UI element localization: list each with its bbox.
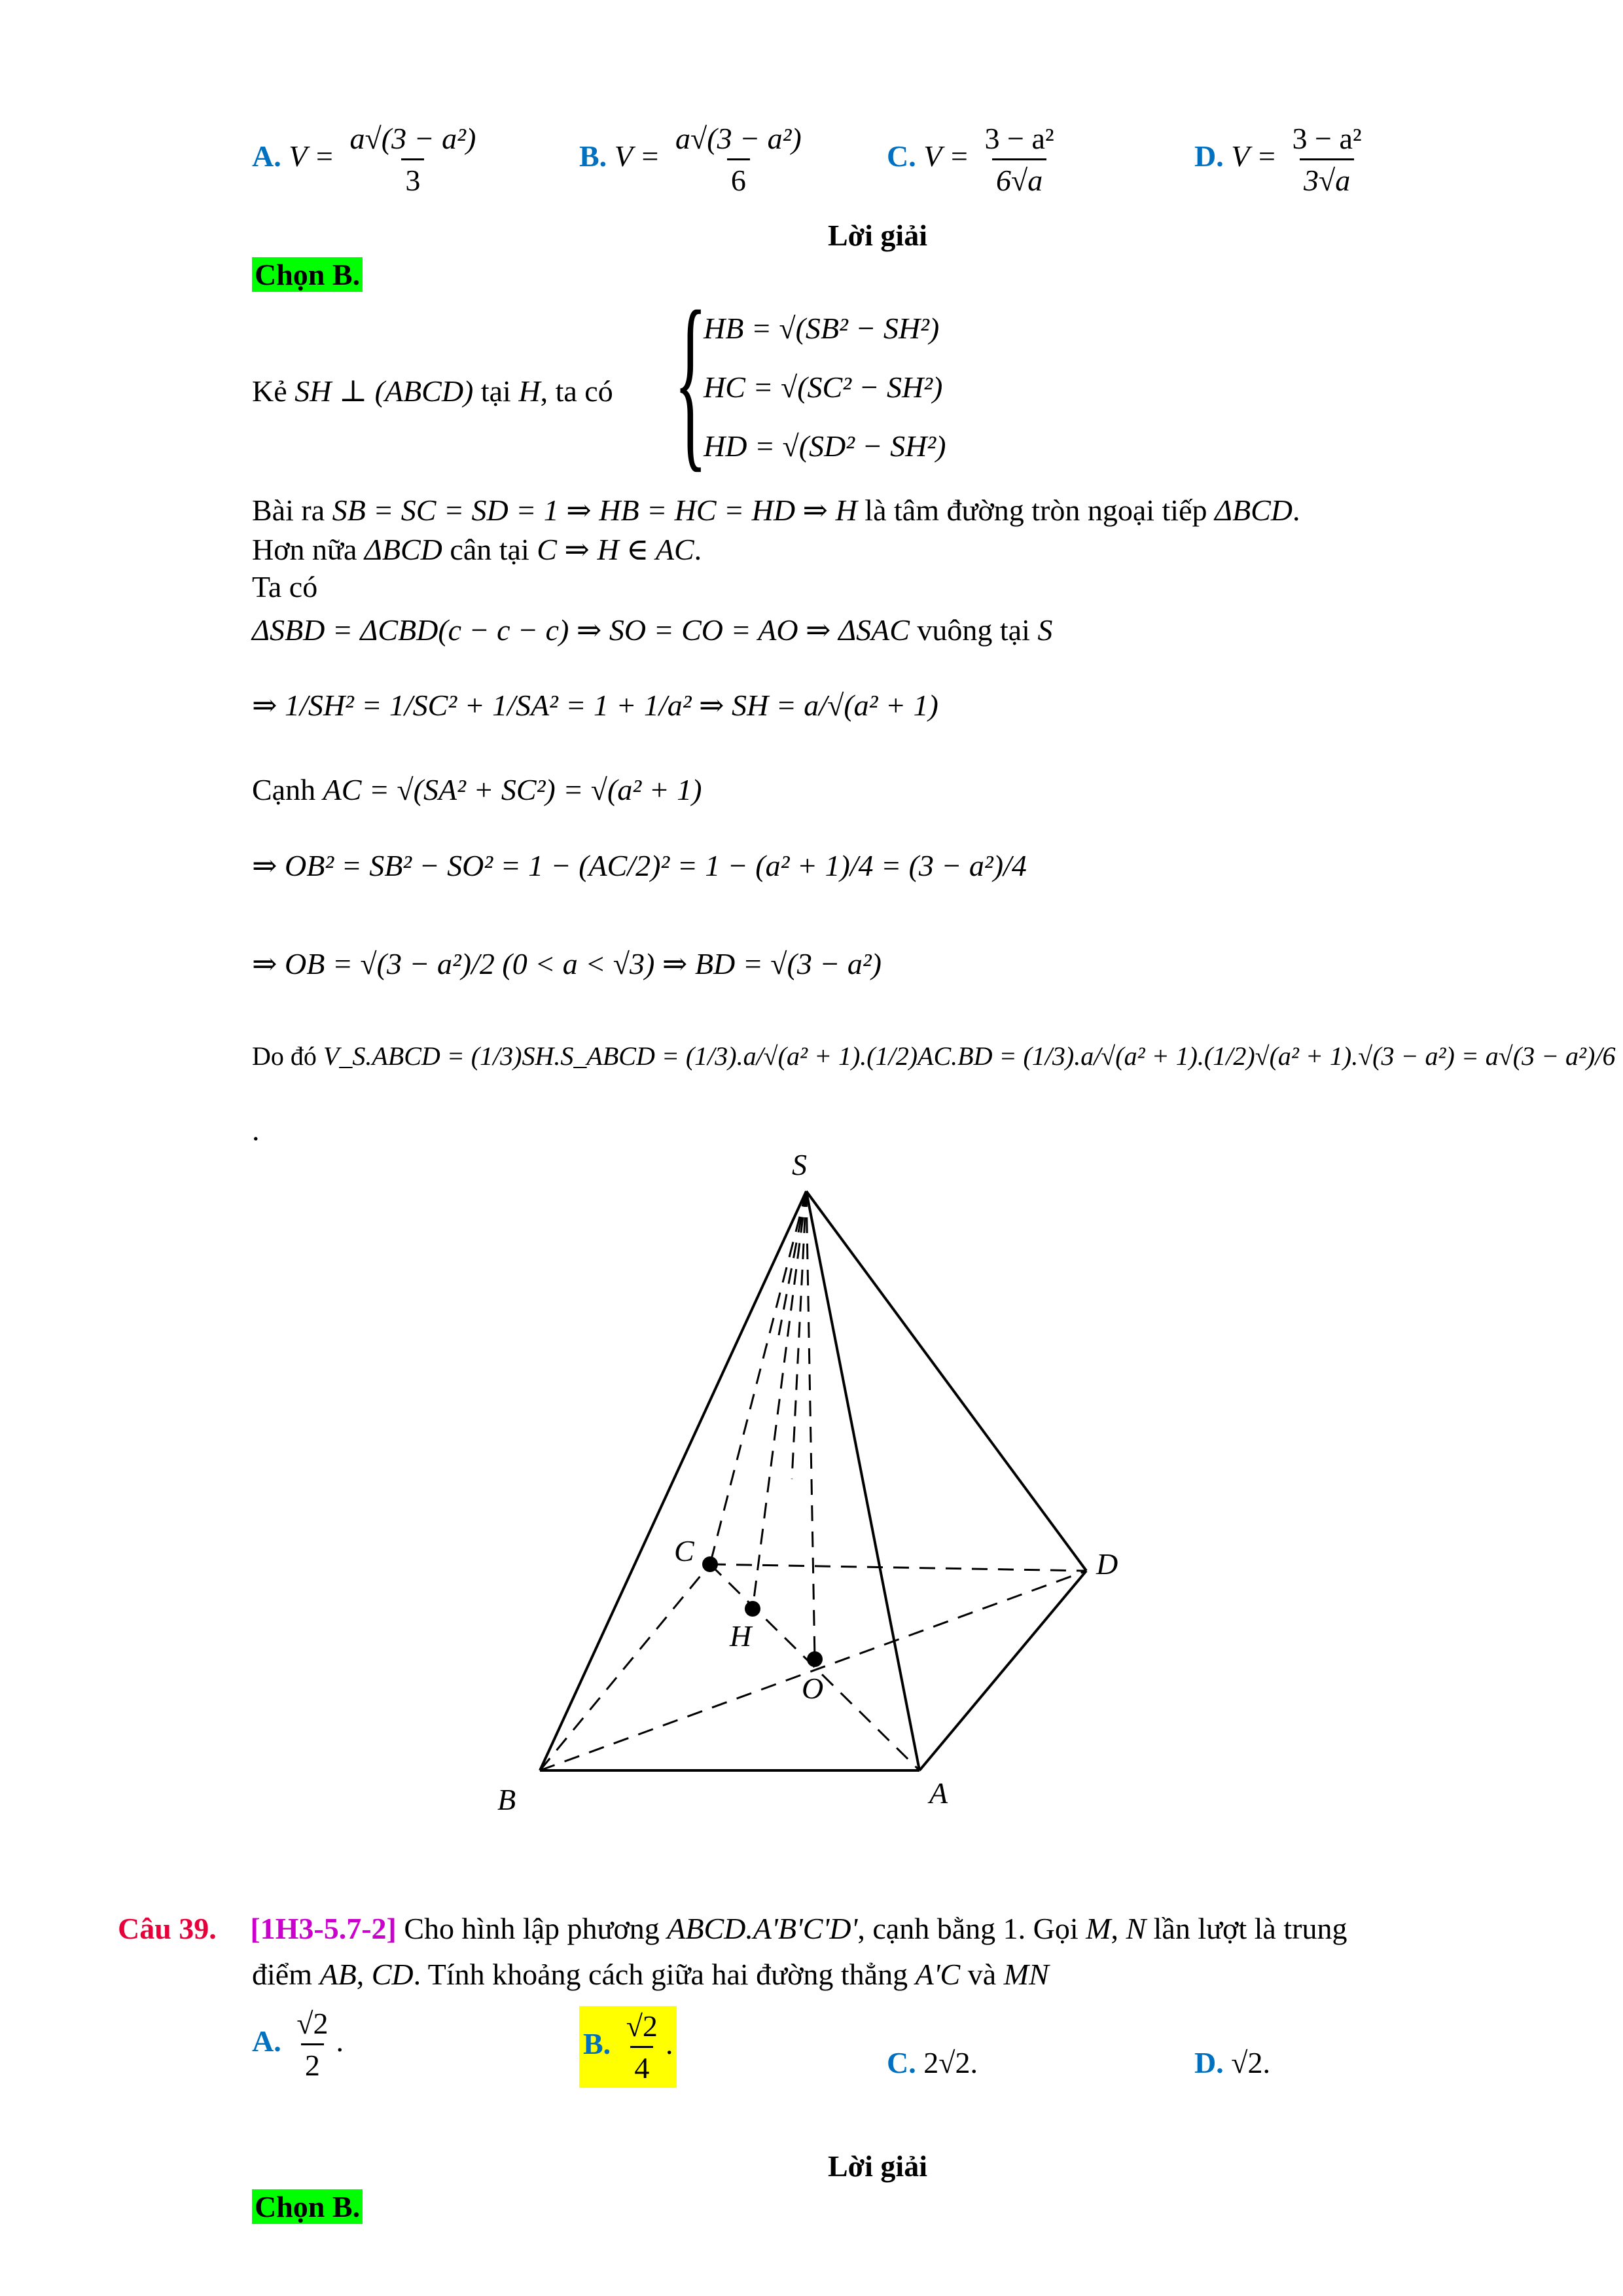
option-value: √2. (1231, 2046, 1270, 2079)
q39-option-c (887, 2045, 978, 2080)
numerator: a√(3 − a²) (675, 122, 802, 155)
line-sh (753, 1191, 806, 1609)
option-label: D. (1194, 139, 1224, 173)
q38-option-a (252, 121, 484, 198)
system-eq-1: HB = √(SB² − SH²) (704, 312, 940, 345)
option-fraction (293, 2006, 332, 2083)
q38-option-b (579, 121, 810, 198)
solution-heading-2: Lời giải (828, 2149, 927, 2183)
label-s: S (792, 1148, 807, 1181)
question-number: Câu 39. (118, 1912, 217, 1945)
line-ta-co: Ta có (252, 570, 318, 603)
edge-sb (540, 1191, 806, 1770)
math: C ⇒ H ∈ AC (537, 533, 694, 566)
line-ob: ⇒ OB = √(3 − a²)/2 (0 < a < √3) ⇒ BD = √(3 − a²) (252, 947, 882, 980)
text: lần lượt là trung (1153, 1912, 1347, 1945)
option-label: B. (583, 2027, 611, 2061)
point-c (702, 1556, 718, 1572)
option-fraction (346, 121, 480, 198)
ke-line (252, 373, 613, 408)
math: A'C (915, 1958, 961, 1991)
math: S (1037, 613, 1053, 647)
math: ΔBCD (1215, 493, 1293, 527)
system-eq-2: HC = √(SC² − SH²) (704, 370, 943, 404)
label-d: D (1096, 1547, 1118, 1581)
option-lhs: V = (614, 139, 660, 173)
numerator: √2 (626, 2009, 658, 2043)
system-eq-3: HD = √(SD² − SH²) (704, 429, 946, 463)
ke-math: SH ⊥ (ABCD) (294, 374, 474, 408)
option-label: A. (252, 2024, 281, 2058)
option-fraction (622, 2009, 662, 2085)
edge-ad (919, 1571, 1086, 1770)
option-lhs: V = (1231, 139, 1277, 173)
stray-dot: . (252, 1113, 260, 1147)
ke-prefix: Kẻ (252, 374, 287, 408)
point-o (807, 1651, 823, 1667)
denominator: 3√a (1300, 158, 1354, 198)
denominator: 3 (401, 158, 424, 198)
dot: . (1293, 493, 1300, 527)
math: ΔBCD (364, 533, 442, 566)
chosen-answer: Chọn B. (252, 257, 363, 292)
numerator: √2 (296, 2007, 329, 2040)
math: MN (1003, 1958, 1049, 1991)
text: Cạnh (252, 773, 316, 806)
label-c: C (674, 1534, 694, 1568)
point-h (745, 1601, 760, 1617)
option-lhs: V = (289, 139, 335, 173)
math: AB (319, 1958, 357, 1991)
text: điểm (252, 1958, 312, 1991)
option-label: C. (887, 139, 916, 173)
chosen-answer-2: Chọn B. (252, 2189, 363, 2224)
math: ABCD.A'B'C'D' (667, 1912, 858, 1945)
math: V_S.ABCD = (1/3)SH.S_ABCD = (1/3).a/√(a² + 1).(1/2)AC.BD = (1/3).a/√(a² + 1).(1/2)√(a² + 1).√(3 − a²) = a√(3 − a²)/6 (323, 1041, 1616, 1071)
text: và (967, 1958, 997, 1991)
diag-ca (710, 1564, 919, 1770)
edge-cd (710, 1564, 1086, 1571)
edge-sd (806, 1191, 1086, 1571)
numerator: a√(3 − a²) (349, 122, 476, 155)
pyramid-figure (484, 1139, 1178, 1820)
option-label: B. (579, 139, 607, 173)
denominator: 4 (630, 2046, 653, 2085)
option-fraction (981, 121, 1058, 198)
q39-line-1: Câu 39. [1H3-5.7-2] Cho hình lập phương ABCD.A'B'C'D', cạnh bằng 1. Gọi M, N lần lượt là trung (118, 1912, 1347, 1945)
text: Do đó (252, 1041, 317, 1071)
q39-option-a: A. $\frac{√2}{2}$ . (252, 2007, 344, 2082)
label-a: A (929, 1776, 948, 1810)
label-o: O (802, 1672, 824, 1705)
q39-line-2: điểm AB, CD. Tính khoảng cách giữa hai đường thẳng A'C và MN (252, 1958, 1049, 1991)
option-label: D. (1194, 2046, 1224, 2079)
solution-heading: Lời giải (828, 219, 927, 252)
math: AC = √(SA² + SC²) = √(a² + 1) (323, 773, 702, 806)
math: CD (371, 1958, 414, 1991)
numerator: 3 − a² (984, 122, 1054, 155)
text: vuông tại (917, 613, 1030, 647)
line-s-extra1 (792, 1191, 806, 1479)
line-so (806, 1191, 815, 1659)
ke-h: H (518, 374, 541, 408)
edge-sc (710, 1191, 806, 1564)
line-sh: ⇒ 1/SH² = 1/SC² + 1/SA² = 1 + 1/a² ⇒ SH = a/√(a² + 1) (252, 689, 938, 722)
math: SB = SC = SD = 1 ⇒ HB = HC = HD ⇒ H (332, 493, 857, 527)
option-lhs: V = (923, 139, 970, 173)
q39-option-d (1194, 2045, 1270, 2080)
line-volume (252, 1041, 1615, 1071)
ke-taco: , ta có (540, 374, 613, 408)
option-label: C. (887, 2046, 916, 2079)
text: cân tại (450, 533, 529, 566)
q38-option-c (887, 121, 1062, 198)
line-bai-ra (252, 492, 1300, 528)
line-ob-squared: ⇒ OB² = SB² − SO² = 1 − (AC/2)² = 1 − (a² + 1)/4 = (3 − a²)/4 (252, 849, 1027, 882)
text: . Tính khoảng cách giữa hai đường thẳng (413, 1958, 908, 1991)
label-b: B (497, 1783, 516, 1816)
text: là tâm đường tròn ngoại tiếp (865, 493, 1207, 527)
option-label: A. (252, 139, 281, 173)
label-h: H (730, 1619, 752, 1653)
ke-tai: tại (480, 374, 511, 408)
system-brace: { (674, 271, 707, 488)
text: , cạnh bằng 1. Gọi (857, 1912, 1079, 1945)
q38-option-d (1194, 121, 1370, 198)
line-hon-nua (252, 531, 702, 567)
line-canh-ac (252, 772, 702, 807)
denominator: 6 (727, 158, 750, 198)
text: Bài ra (252, 493, 325, 527)
dot: . (694, 533, 702, 566)
math: M (1086, 1912, 1111, 1945)
denominator: 2 (301, 2043, 324, 2083)
option-value: 2√2. (923, 2046, 978, 2079)
line-delta-sbd (252, 612, 1052, 647)
text: Hơn nữa (252, 533, 357, 566)
q39-option-b: B. $\frac{√2}{4}$ . (579, 2006, 677, 2088)
math: ΔSBD = ΔCBD(c − c − c) ⇒ SO = CO = AO ⇒ ΔSAC (252, 613, 910, 647)
denominator: 6√a (992, 158, 1046, 198)
math: N (1126, 1912, 1147, 1945)
line-s-extra2 (779, 1191, 806, 1335)
numerator: 3 − a² (1292, 122, 1362, 155)
question-tag: [1H3-5.7-2] (250, 1912, 397, 1945)
text: Cho hình lập phương (404, 1912, 660, 1945)
option-fraction (671, 121, 806, 198)
option-fraction (1289, 121, 1366, 198)
